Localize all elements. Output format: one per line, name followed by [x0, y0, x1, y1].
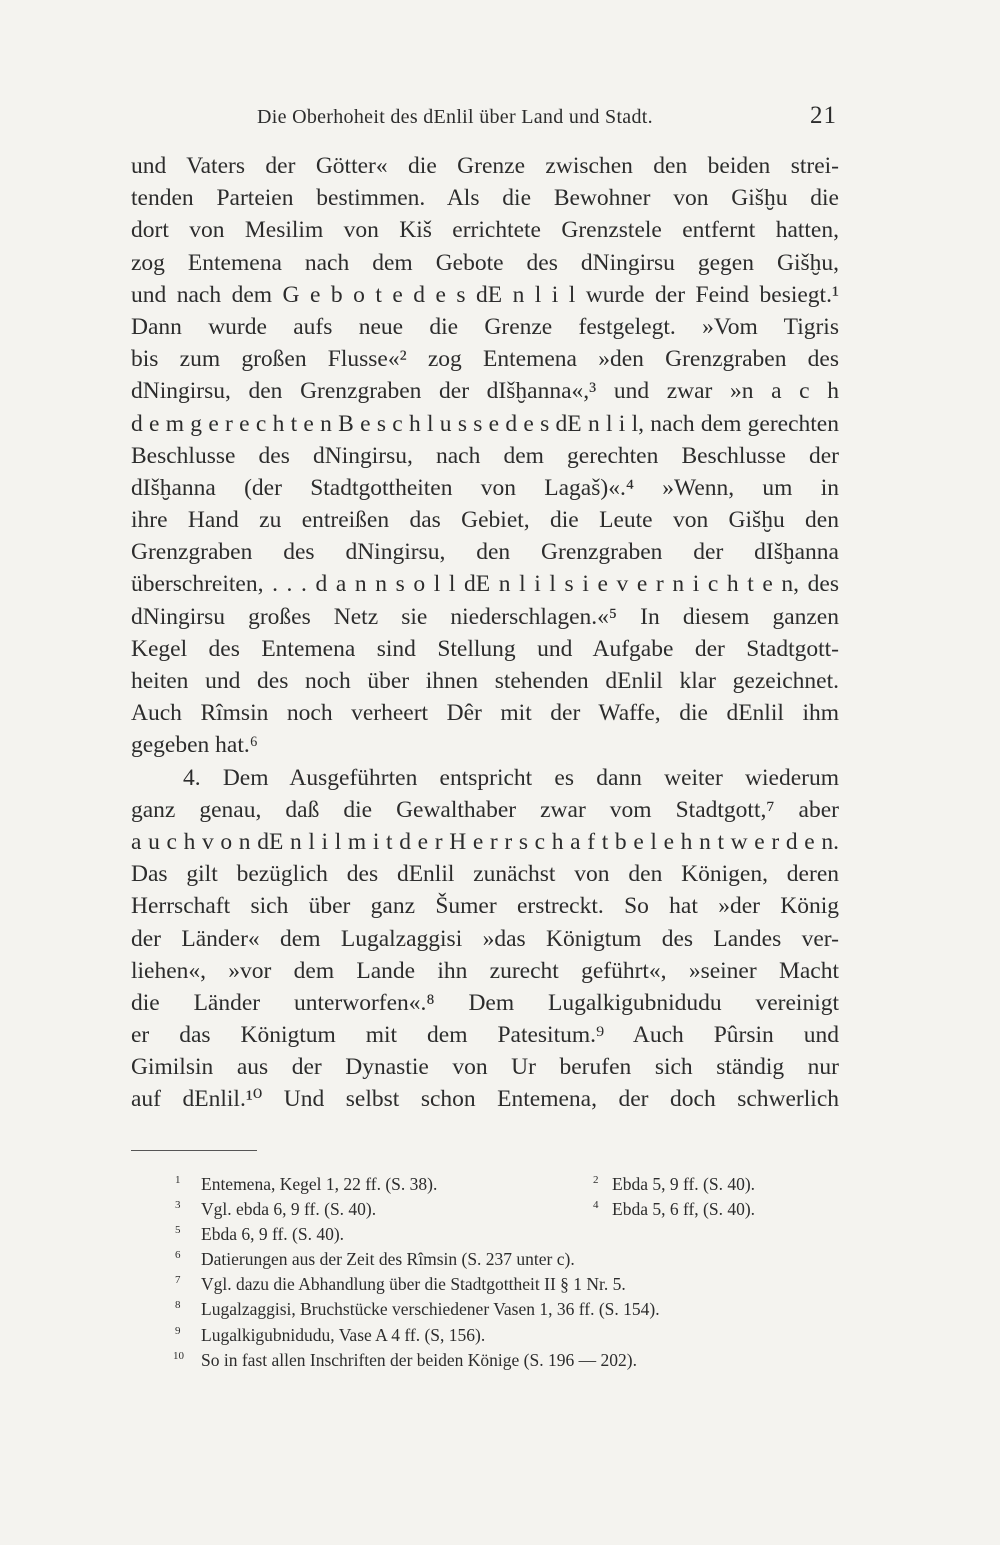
text-line: dIšḫanna (der Stadtgottheiten von Lagaš)«.⁴ »Wenn, um in — [131, 474, 839, 501]
text-line: Kegel des Entemena sind Stellung und Aufgabe der Stadtgott- — [131, 635, 839, 662]
footnote-text: Entemena, Kegel 1, 22 ff. (S. 38). — [201, 1174, 438, 1194]
footnote-number: 7 — [175, 1274, 181, 1287]
footnotes — [175, 1172, 855, 1373]
footnote-rule — [131, 1150, 257, 1151]
text-line: 4. Dem Ausgeführten entspricht es dann weiter wiederum — [183, 764, 839, 791]
footnote-row — [175, 1172, 855, 1197]
footnote-row — [175, 1197, 855, 1222]
footnote-text: Vgl. dazu die Abhandlung über die Stadtgottheit II § 1 Nr. 5. — [201, 1274, 626, 1295]
running-head-title: Die Oberhoheit des dEnlil über Land und Stadt. — [257, 106, 653, 128]
text-line: Gimilsin aus der Dynastie von Ur berufen sich ständig nur — [131, 1054, 839, 1081]
footnote-text: Vgl. ebda 6, 9 ff. (S. 40). — [201, 1199, 377, 1220]
footnote-row — [175, 1272, 855, 1297]
footnote-text: Ebda 6, 9 ff. (S. 40). — [201, 1224, 345, 1245]
footnote-row — [175, 1222, 855, 1247]
text-line: Herrschaft sich über ganz Šumer erstreckt. So hat »der König — [131, 893, 839, 920]
text-line: Grenzgraben des dNingirsu, den Grenzgraben der dIšḫanna — [131, 539, 839, 566]
text-line: und Vaters der Götter« die Grenze zwischen den beiden strei- — [131, 153, 839, 179]
footnote-text: Lugalkigubnidudu, Vase A 4 ff. (S, 156). — [201, 1324, 486, 1345]
text-line: Auch Rîmsin noch verheert Dêr mit der Waffe, die dEnlil ihm — [131, 700, 839, 727]
footnote-row — [175, 1247, 855, 1272]
text-line: d e m g e r e c h t e n B e s c h l u s s e d e s dE n l i l, nach dem gerechten — [131, 410, 839, 437]
text-line: zog Entemena nach dem Gebote des dNingirsu gegen Gišḫu, — [131, 249, 839, 276]
page-number: 21 — [810, 102, 837, 129]
footnote-text: Ebda 5, 9 ff. (S. 40). — [612, 1174, 756, 1194]
footnote-number: 4 — [593, 1199, 599, 1212]
text-line: liehen«, »vor dem Lande ihn zurecht geführt«, »seiner Macht — [131, 957, 839, 984]
text-line: Dann wurde aufs neue die Grenze festgelegt. »Vom Tigris — [131, 313, 839, 340]
footnote-row — [175, 1297, 855, 1322]
footnote-text: Lugalzaggisi, Bruchstücke verschiedener Vasen 1, 36 ff. (S. 154). — [201, 1299, 660, 1320]
text-line: und nach dem G e b o t e d e s dE n l i l wurde der Feind besiegt.¹ — [131, 281, 839, 308]
text-line: dort von Mesilim von Kiš errichtete Grenzstele entfernt hatten, — [131, 217, 839, 244]
footnote-number: 5 — [175, 1224, 181, 1237]
footnote-text: Ebda 5, 6 ff, (S. 40). — [612, 1199, 756, 1220]
text-line: dNingirsu großes Netz sie niederschlagen.«⁵ In diesem ganzen — [131, 603, 839, 630]
footnote-number: 2 — [593, 1174, 599, 1186]
text-line: dNingirsu, den Grenzgraben der dIšḫanna«,³ und zwar »n a c h — [131, 378, 839, 405]
footnote-row — [175, 1348, 855, 1373]
body-text — [131, 150, 839, 1116]
text-line: auf dEnlil.¹⁰ Und selbst schon Entemena, der doch schwerlich — [131, 1086, 839, 1113]
text-line: a u c h v o n dE n l i l m i t d e r H e r r s c h a f t b e l e h n t w e r d e n. — [131, 828, 839, 855]
footnote-number: 1 — [175, 1174, 181, 1186]
text-line: überschreiten, . . . d a n n s o l l dE n l i l s i e v e r n i c h t e n, des — [131, 571, 839, 598]
text-line: Das gilt bezüglich des dEnlil zunächst von den Königen, deren — [131, 861, 839, 888]
footnote-number: 6 — [175, 1249, 181, 1262]
text-line: bis zum großen Flusse«² zog Entemena »den Grenzgraben des — [131, 346, 839, 373]
footnote-row — [175, 1323, 855, 1348]
footnote-number: 3 — [175, 1199, 181, 1212]
text-line: ganz genau, daß die Gewalthaber zwar vom Stadtgott,⁷ aber — [131, 796, 839, 823]
footnote-text: Datierungen aus der Zeit des Rîmsin (S. 237 unter c). — [201, 1249, 575, 1270]
footnote-text: So in fast allen Inschriften der beiden Könige (S. 196 — 202). — [201, 1349, 637, 1370]
text-line: gegeben hat.⁶ — [131, 732, 258, 759]
text-line: heiten und des noch über ihnen stehenden dEnlil klar gezeichnet. — [131, 668, 839, 694]
footnote-number: 10 — [173, 1349, 184, 1362]
text-line: er das Königtum mit dem Patesitum.⁹ Auch Pûrsin und — [131, 1022, 839, 1049]
text-line: Beschlusse des dNingirsu, nach dem gerechten Beschlusse der — [131, 442, 839, 469]
text-line: ihre Hand zu entreißen das Gebiet, die Leute von Gišḫu den — [131, 507, 839, 534]
text-line: der Länder« dem Lugalzaggisi »das Königtum des Landes ver- — [131, 925, 839, 952]
footnote-number: 9 — [175, 1324, 181, 1337]
footnote-number: 8 — [175, 1299, 181, 1312]
text-line: die Länder unterworfen«.⁸ Dem Lugalkigubnidudu vereinigt — [131, 989, 839, 1016]
text-line: tenden Parteien bestimmen. Als die Bewohner von Gišḫu die — [131, 185, 839, 212]
running-head — [257, 102, 837, 136]
